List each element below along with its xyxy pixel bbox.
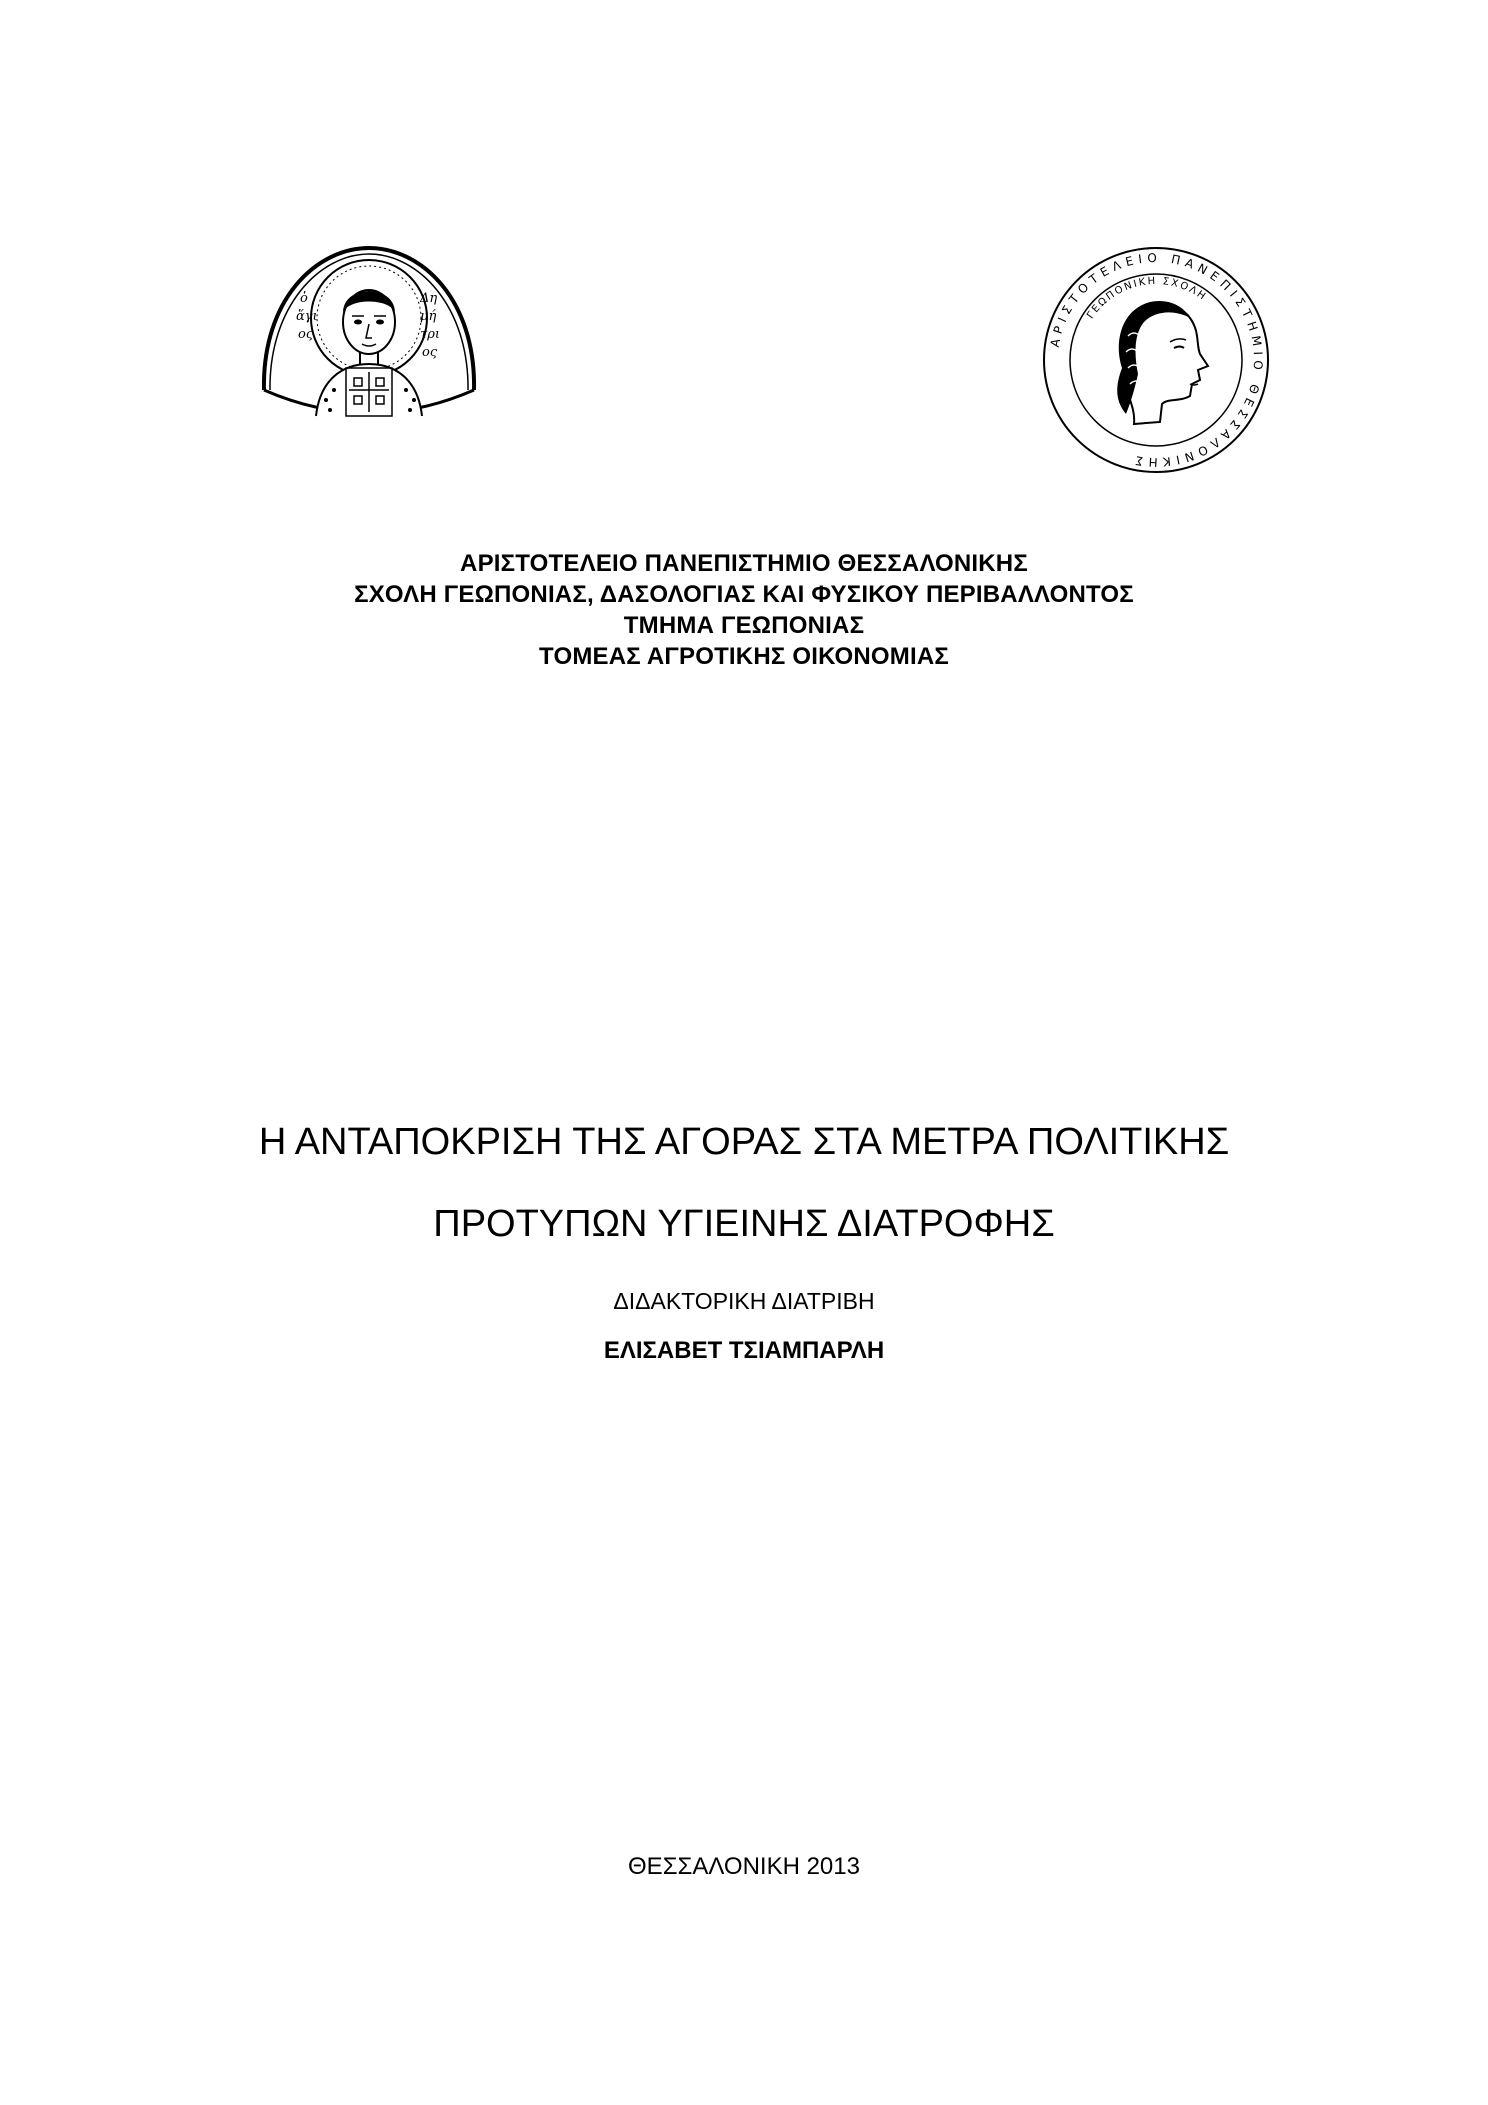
- thesis-title-line-2: ΠΡΟΤΥΠΩΝ ΥΓΙΕΙΝΗΣ ΔΙΑΤΡΟΦΗΣ: [433, 1203, 1055, 1245]
- school-name: ΣΧΟΛΗ ΓΕΩΠΟΝΙΑΣ, ΔΑΣΟΛΟΓΙΑΣ ΚΑΙ ΦΥΣΙΚΟΥ ΠΕΡΙΒΑΛΛΟΝΤΟΣ: [354, 581, 1134, 608]
- university-name: ΑΡΙΣΤΟΤΕΛΕΙΟ ΠΑΝΕΠΙΣΤΗΜΙΟ ΘΕΣΣΑΛΟΝΙΚΗΣ: [460, 550, 1028, 577]
- document-type: ΔΙΔΑΚΤΟΡΙΚΗ ΔΙΑΤΡΙΒΗ: [613, 1288, 875, 1314]
- department-name: ΤΜΗΜΑ ΓΕΩΠΟΝΙΑΣ: [623, 612, 865, 639]
- institution-header: [0, 548, 1488, 672]
- svg-text:τρι: τρι: [420, 327, 440, 342]
- svg-text:ος: ος: [422, 345, 438, 360]
- svg-text:ΓΕΩΠΟΝΙΚΗ ΣΧΟΛΗ: ΓΕΩΠΟΝΙΚΗ ΣΧΟΛΗ: [1085, 275, 1209, 321]
- place-and-year: ΘΕΣΣΑΛΟΝΙΚΗ 2013: [628, 1853, 860, 1880]
- svg-text:ἅγι: ἅγι: [296, 309, 318, 324]
- svg-text:ὁ: ὁ: [300, 291, 308, 306]
- svg-text:ος: ος: [298, 327, 314, 342]
- svg-text:ΑΡΙΣΤΟΤΕΛΕΙΟ ΠΑΝΕΠΙΣΤΗΜΙΟ ΘΕΣΣ: ΑΡΙΣΤΟΤΕΛΕΙΟ ΠΑΝΕΠΙΣΤΗΜΙΟ ΘΕΣΣΑΛΟΝΙΚΗΣ: [1047, 250, 1266, 470]
- thesis-title-line-1: Η ΑΝΤΑΠΟΚΡΙΣΗ ΤΗΣ ΑΓΟΡΑΣ ΣΤΑ ΜΕΤΡΑ ΠΟΛΙΤΙΚΗΣ: [258, 1121, 1230, 1163]
- author-name: ΕΛΙΣΑΒΕΤ ΤΣΙΑΜΠΑΡΛΗ: [603, 1337, 885, 1364]
- agriculture-school-seal-icon: [1040, 244, 1272, 476]
- svg-text:μή: μή: [420, 309, 437, 324]
- university-seal-icon: [256, 240, 482, 432]
- division-name: ΤΟΜΕΑΣ ΑΓΡΟΤΙΚΗΣ ΟΙΚΟΝΟΜΙΑΣ: [539, 643, 949, 670]
- svg-text:Δη: Δη: [420, 291, 438, 306]
